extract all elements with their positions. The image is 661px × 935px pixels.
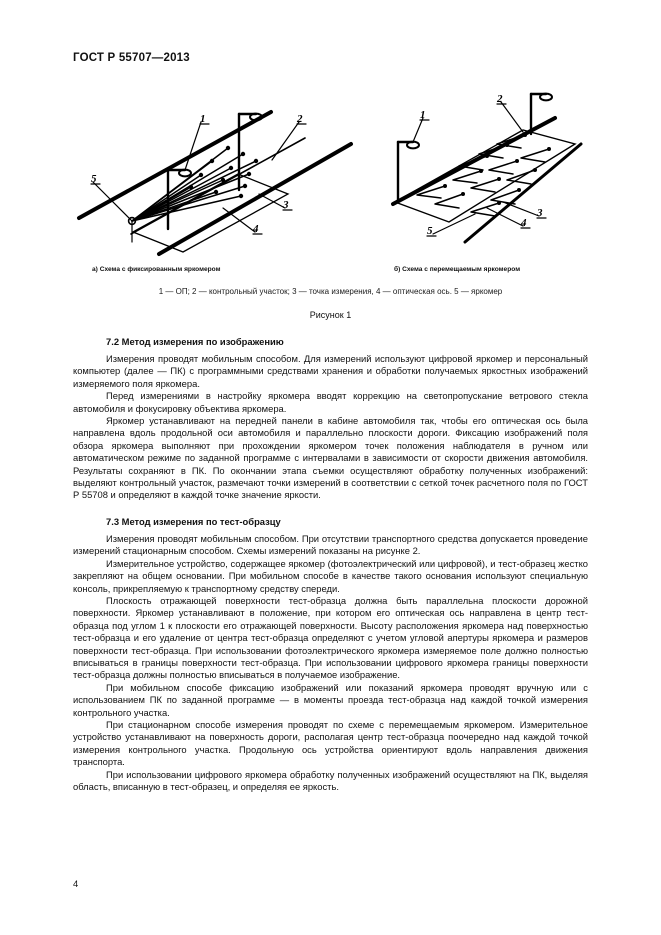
figure-1a-callout-1: 1	[200, 113, 206, 125]
paragraph-7-3-1: Измерения проводят мобильным способом. При отсутствии транспортного средства допускается проведение измерений стационарным способом. Схемы измерений показаны на рисунке 2.	[73, 532, 588, 557]
figure-1-panels	[73, 82, 588, 264]
figure-1b-callout-3: 3	[537, 207, 543, 219]
document-header-standard-id: ГОСТ Р 55707—2013	[73, 52, 190, 64]
figure-1b-callout-1: 1	[420, 109, 426, 121]
diagram-movable-luminance-meter	[383, 82, 588, 264]
figure-1b-callout-4: 4	[521, 217, 527, 229]
diagram-fixed-luminance-meter	[73, 82, 365, 264]
paragraph-7-2-2: Перед измерениями в настройку яркомера вводят коррекцию на светопропускание ветрового стекла автомобиля и фокусировку объектива яркомера.	[73, 390, 588, 414]
paragraph-7-3-4: При мобильном способе фиксацию изображений или показаний яркомера проводят вручную или с использованием ПК по заданной программе — в моменты проезда тест-образца над каждой точкой измерения контрольного участка.	[73, 681, 588, 718]
paragraph-7-3-3: Плоскость отражающей поверхности тест-образца должна быть параллельна плоскости дорожной поверхности. Яркомер устанавливают в положение, при котором его оптическая ось направлена в центр тест-образца под углом 1 к плоскости его отражающей поверхности. Высоту расположения яркомера над поверхностью тест-образца и его удаление от центра тест-образца определяют с учетом угловой апертуры яркомера и размеров поверхности тест-образца. При использовании фотоэлектрического яркомера измеряемое поле должно полностью вписываться в границы поверхности тест-образца. При использовании цифрового яркомера границы поверхности тест-образца должны полностью вписываться в получаемое изображение.	[73, 594, 588, 681]
figure-1a-callout-5: 5	[91, 173, 97, 185]
document-body	[73, 336, 588, 793]
paragraph-7-3-5: При стационарном способе измерения проводят по схеме с перемещаемым яркомером. Измерительное устройство устанавливают на поверхность дороги, располагая центр тест-образца поочередно над каждой точкой измерения контрольного участка. Продольную ось устройства ориентируют вдоль направления движения транспорта.	[73, 718, 588, 768]
figure-1	[73, 82, 588, 320]
section-heading-7-3: 7.3 Метод измерения по тест-образцу	[106, 515, 281, 527]
figure-1-sub-caption-b: б) Схема с перемещаемым яркомером	[394, 266, 521, 273]
figure-1a-callout-3: 3	[283, 199, 289, 211]
page-number: 4	[73, 878, 79, 889]
figure-1-legend: 1 — ОП; 2 — контрольный участок; 3 — точка измерения, 4 — оптическая ось. 5 — яркомер	[158, 287, 503, 296]
paragraph-7-3-6: При использовании цифрового яркомера обработку полученных изображений осуществляют на ПК, выделяя область, вписанную в тест-образец, и определяя ее яркость.	[73, 768, 588, 792]
paragraph-7-3-2: Измерительное устройство, содержащее яркомер (фотоэлектрический или цифровой), и тест-образец жестко закрепляют на общем основании. При мобильном способе в качестве такого основания используют специальную консоль, прикрепляемую к транспортному средству спереди.	[73, 557, 588, 594]
figure-1-panel-a	[73, 82, 365, 264]
figure-1a-callout-2: 2	[297, 113, 303, 125]
section-heading-7-2: 7.2 Метод измерения по изображению	[106, 336, 284, 347]
figure-1-panel-b	[383, 82, 588, 264]
figure-1a-callout-4: 4	[253, 223, 259, 235]
figure-1-sub-captions	[73, 266, 588, 273]
figure-1-number: Рисунок 1	[309, 310, 352, 320]
paragraph-7-2-3: Яркомер устанавливают на передней панели в кабине автомобиля так, чтобы его оптическая ось была направлена вдоль продольной оси автомобиля и параллельно плоскости дороги. Фиксацию изображений поля обзора яркомера выполняют при прохождении яркомером точек положения наблюдателя в ручном или автоматическом режиме по заданной программе с интервалами в зависимости от скорости движения автомобиля. Результаты сохраняют в ПК. По окончании этапа съемки осуществляют обработку полученных изображений: выделяют контрольный участок, размечают точки измерений в соответствии с сеткой точек расчетного поля по ГОСТ Р 55708 и определяют в каждой точке значение яркости.	[73, 415, 588, 501]
figure-1b-callout-2: 2	[497, 93, 503, 105]
paragraph-7-2-1: Измерения проводят мобильным способом. Для измерений используют цифровой яркомер и персональный компьютер (далее — ПК) с программными средствами хранения и обработки получаемых яркостных изображений измеряемого поля яркомера.	[73, 353, 588, 389]
figure-1-sub-caption-a: а) Схема с фиксированным яркомером	[92, 266, 221, 273]
figure-1b-callout-5: 5	[427, 225, 433, 237]
